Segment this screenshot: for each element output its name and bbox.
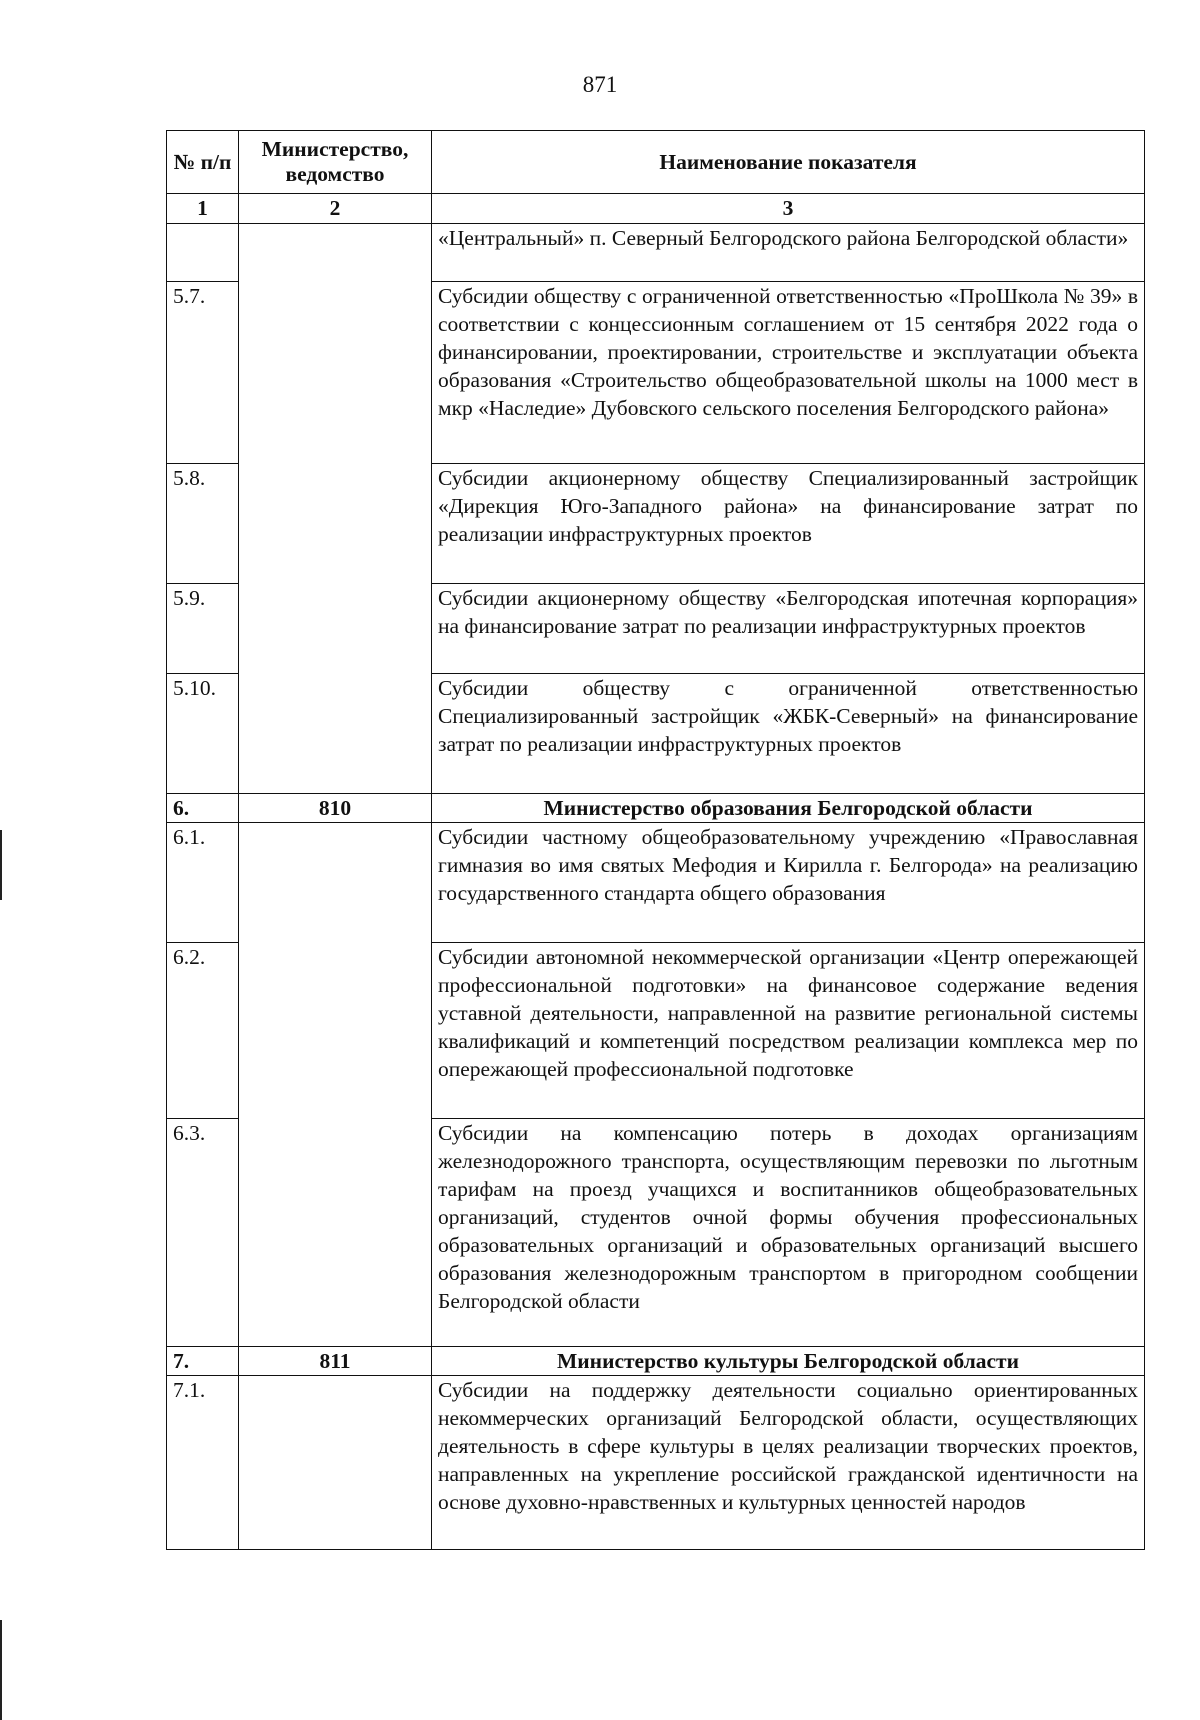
table-row xyxy=(167,282,1145,464)
row-number: 6.3. xyxy=(167,1119,239,1347)
indicator-text: Субсидии обществу с ограниченной ответственностью «ПроШкола № 39» в соответствии с концессионным соглашением от 15 сентября 2022 года о финансировании, проектировании, строительстве и эксплуатации объекта образования «Строительство общеобразовательной школы на 1000 мест в мкр «Наследие» Дубовского сельского поселения Белгородского района» xyxy=(432,282,1145,464)
section-row xyxy=(167,1347,1145,1376)
column-number-row xyxy=(167,194,1145,224)
indicator-text: Субсидии акционерному обществу «Белгородская ипотечная корпорация» на финансирование затрат по реализации инфраструктурных проектов xyxy=(432,584,1145,674)
table-row xyxy=(167,1119,1145,1347)
table-row xyxy=(167,464,1145,584)
row-number: 6.1. xyxy=(167,823,239,943)
section-row xyxy=(167,794,1145,823)
table-row xyxy=(167,823,1145,943)
ministry-cell xyxy=(239,943,432,1119)
table-body xyxy=(167,224,1145,1550)
indicator-text: Субсидии обществу с ограниченной ответственностью Специализированный застройщик «ЖБК-Северный» на финансирование затрат по реализации инфраструктурных проектов xyxy=(432,674,1145,794)
section-title: Министерство образования Белгородской области xyxy=(432,794,1145,823)
table-row xyxy=(167,674,1145,794)
indicator-text: Субсидии акционерному обществу Специализированный застройщик «Дирекция Юго-Западного района» на финансирование затрат по реализации инфраструктурных проектов xyxy=(432,464,1145,584)
indicator-text: Субсидии автономной некоммерческой организации «Центр опережающей профессиональной подготовки» на финансовое содержание ведения уставной деятельности, направленной на развитие региональной системы квалификаций и компетенций посредством реализации комплекса мер по опережающей профессиональной подготовке xyxy=(432,943,1145,1119)
column-number: 3 xyxy=(432,194,1145,224)
indicator-text: Субсидии частному общеобразовательному учреждению «Православная гимназия во имя святых Мефодия и Кирилла г. Белгорода» на реализацию государственного стандарта общего образования xyxy=(432,823,1145,943)
column-number: 2 xyxy=(239,194,432,224)
row-number: 5.7. xyxy=(167,282,239,464)
header-ministry: Министерство, ведомство xyxy=(239,131,432,194)
ministry-cell xyxy=(239,224,432,282)
table-row xyxy=(167,224,1145,282)
row-number: 6.2. xyxy=(167,943,239,1119)
indicator-text: Субсидии на поддержку деятельности социально ориентированных некоммерческих организаций Белгородской области, осуществляющих деятельность в сфере культуры в целях реализации творческих проектов, направленных на укрепление российской гражданской идентичности на основе духовно-нравственных и культурных ценностей народов xyxy=(432,1376,1145,1550)
page-number: 871 xyxy=(582,72,618,97)
ministry-cell xyxy=(239,282,432,464)
table-row xyxy=(167,584,1145,674)
table-row xyxy=(167,943,1145,1119)
ministry-cell xyxy=(239,584,432,674)
table-header-row xyxy=(167,131,1145,194)
ministry-code: 811 xyxy=(239,1347,432,1376)
column-number: 1 xyxy=(167,194,239,224)
scan-margin-line xyxy=(0,1620,2,1720)
header-num: № п/п xyxy=(167,131,239,194)
row-number xyxy=(167,224,239,282)
ministry-code: 810 xyxy=(239,794,432,823)
row-number: 5.10. xyxy=(167,674,239,794)
ministry-cell xyxy=(239,464,432,584)
row-number: 5.8. xyxy=(167,464,239,584)
section-number: 6. xyxy=(167,794,239,823)
scan-margin-line xyxy=(0,830,2,900)
row-number: 7.1. xyxy=(167,1376,239,1550)
header-indicator: Наименование показателя xyxy=(432,131,1145,194)
ministry-cell xyxy=(239,1376,432,1550)
ministry-cell xyxy=(239,674,432,794)
row-number: 5.9. xyxy=(167,584,239,674)
indicator-text: Субсидии на компенсацию потерь в доходах организациям железнодорожного транспорта, осуществляющим перевозки по льготным тарифам на проезд учащихся и воспитанников общеобразовательных организаций, студентов очной формы обучения профессиональных образовательных организаций и образовательных организаций высшего образования железнодорожным транспортом в пригородном сообщении Белгородской области xyxy=(432,1119,1145,1347)
ministry-cell xyxy=(239,823,432,943)
table-row xyxy=(167,1376,1145,1550)
section-title: Министерство культуры Белгородской области xyxy=(432,1347,1145,1376)
indicators-table xyxy=(166,130,1145,1550)
ministry-cell xyxy=(239,1119,432,1347)
section-number: 7. xyxy=(167,1347,239,1376)
indicator-text: «Центральный» п. Северный Белгородского района Белгородской области» xyxy=(432,224,1145,282)
